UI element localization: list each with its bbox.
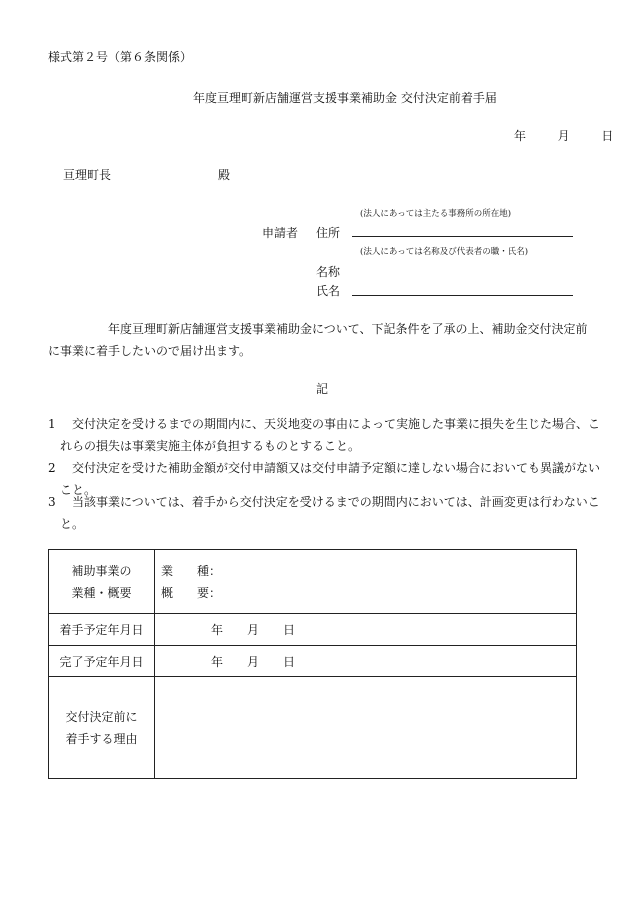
addressee-name: 亘理町長 <box>63 168 112 182</box>
body-line-2: に事業に着手したいので届け出ます。 <box>48 344 252 358</box>
row-label-end-date: 完了予定年月日 <box>49 646 155 677</box>
date-day: 日 <box>601 129 614 143</box>
condition-number: 2 <box>48 461 56 475</box>
start-day: 日 <box>283 623 296 637</box>
end-year: 年 <box>211 654 224 669</box>
label-line: 交付決定前に <box>65 709 138 724</box>
condition-item <box>48 413 604 457</box>
table-row <box>49 550 577 614</box>
addressee-honorific: 殿 <box>218 168 231 182</box>
table-row <box>49 677 577 779</box>
end-month: 月 <box>247 654 260 669</box>
end-day: 日 <box>283 654 296 669</box>
document-title: 年度亘理町新店舗運営支援事業補助金 交付決定前着手届 <box>193 91 497 105</box>
name-note: (法人にあっては名称及び代表者の職・氏名) <box>360 247 529 257</box>
applicant-label: 申請者 <box>262 226 299 240</box>
application-table <box>48 549 577 779</box>
start-month: 月 <box>247 623 260 637</box>
row-label-start-date: 着手予定年月日 <box>49 614 155 646</box>
condition-text: 当該事業については、着手から交付決定を受けるまでの期間内においては、計画変更は行わないこと。 <box>60 495 600 531</box>
reason-field <box>155 677 577 779</box>
start-date-value <box>155 614 577 646</box>
condition-text: 交付決定を受けるまでの期間内に、天災地変の事由によって実施した事業に損失を生じた場合、これらの損失は事業実施主体が負担するものとすること。 <box>60 417 601 453</box>
body-line-1: 年度亘理町新店舗運営支援事業補助金について、下記条件を了承の上、補助金交付決定前 <box>108 322 588 336</box>
label-line: 補助事業の <box>71 563 132 578</box>
date-line <box>514 127 613 144</box>
condition-item <box>48 491 604 535</box>
date-year: 年 <box>514 129 527 143</box>
date-month: 月 <box>557 129 570 143</box>
address-underline <box>352 236 573 237</box>
table-row <box>49 614 577 646</box>
name-label-1: 名称 <box>316 265 341 279</box>
field-business-type: 業 種： <box>161 563 222 578</box>
address-label: 住所 <box>316 226 341 240</box>
row-label-business <box>49 550 155 614</box>
condition-number: 3 <box>48 495 56 509</box>
field-summary: 概 要： <box>161 585 222 600</box>
start-year: 年 <box>211 623 224 637</box>
business-fields <box>155 550 577 614</box>
row-label-reason <box>49 677 155 779</box>
form-number: 様式第２号（第６条関係） <box>48 50 193 64</box>
name-label-2: 氏名 <box>316 284 341 298</box>
condition-number: 1 <box>48 417 56 431</box>
label-line: 着手する理由 <box>65 731 138 746</box>
name-underline <box>352 295 573 296</box>
end-date-value <box>155 646 577 677</box>
table-row <box>49 646 577 677</box>
condition-text: 交付決定を受けた補助金額が交付申請額又は交付申請予定額に達しない場合においても異議がないこと。 <box>60 461 601 497</box>
label-line: 業種・概要 <box>71 585 132 600</box>
ki-heading: 記 <box>316 382 329 396</box>
address-note: (法人にあっては主たる事務所の所在地) <box>360 209 512 219</box>
